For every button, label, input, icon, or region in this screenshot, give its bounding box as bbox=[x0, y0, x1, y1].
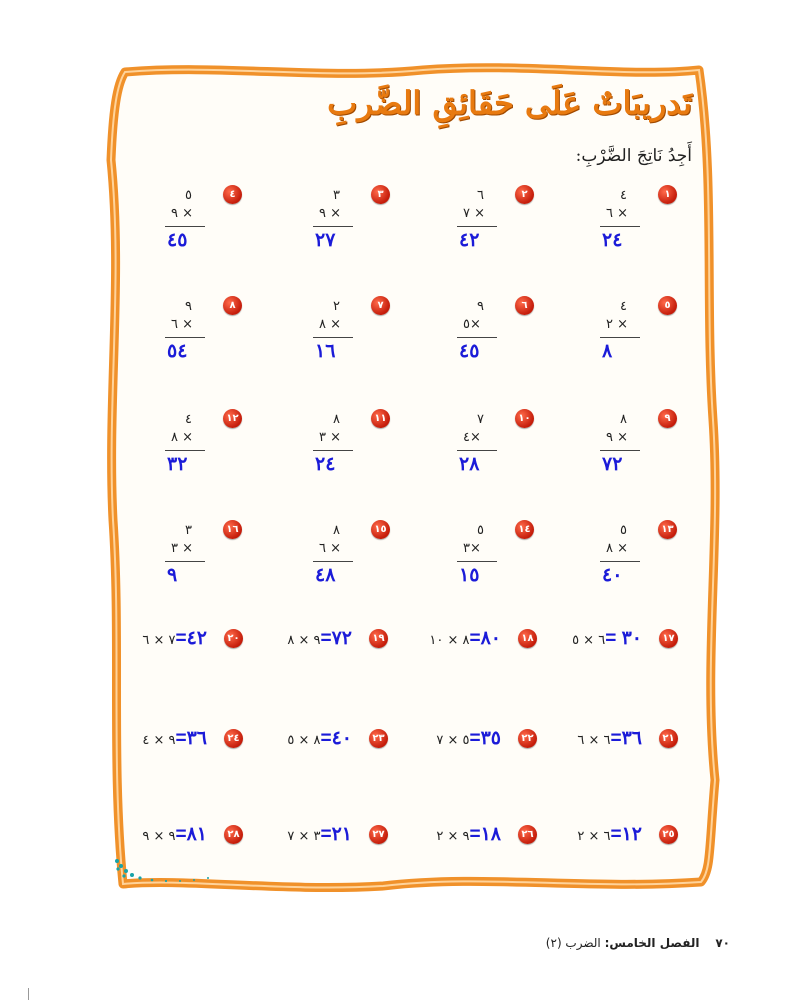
problem-number-badge: ٢٦ bbox=[518, 825, 537, 844]
equation bbox=[570, 627, 642, 650]
decorative-dots bbox=[112, 858, 222, 888]
problem-number-badge: ٢٥ bbox=[659, 825, 678, 844]
answer-rule bbox=[457, 226, 497, 227]
margin-mark bbox=[28, 988, 29, 1000]
vertical-problem bbox=[313, 185, 413, 265]
problem-number-badge: ٧ bbox=[371, 296, 390, 315]
expression: ٩ × ٢ bbox=[436, 829, 470, 844]
answer-rule bbox=[313, 450, 353, 451]
page-title: تَدريبَاتٌ عَلَى حَقَائِقِ الضَّربِ bbox=[327, 84, 692, 122]
answer: ٤٨ bbox=[315, 565, 336, 586]
answer-rule bbox=[165, 450, 205, 451]
page-number: ٧٠ bbox=[715, 936, 730, 950]
multiplicand: ٥ bbox=[620, 523, 627, 538]
equation bbox=[285, 823, 352, 846]
expression: ٩ × ٩ bbox=[142, 829, 176, 844]
multiplier: ٦ × bbox=[319, 541, 342, 556]
answer-rule bbox=[457, 561, 497, 562]
multiplier: ٣ × bbox=[319, 430, 342, 445]
problem-number-badge: ٢١ bbox=[659, 729, 678, 748]
problem-number-badge: ٦ bbox=[515, 296, 534, 315]
answer-rule bbox=[600, 226, 640, 227]
equation bbox=[140, 823, 207, 846]
answer-rule bbox=[313, 226, 353, 227]
multiplicand: ٣ bbox=[185, 523, 192, 538]
vertical-problem bbox=[165, 185, 265, 265]
vertical-problem bbox=[457, 520, 557, 600]
answer: ٤٠ bbox=[602, 565, 623, 586]
problem-number-badge: ٢٠ bbox=[224, 629, 243, 648]
page-footer bbox=[546, 936, 730, 950]
instruction-text: أَجِدُ نَاتِجَ الضَّرْبِ: bbox=[575, 146, 692, 166]
answer-rule bbox=[457, 450, 497, 451]
vertical-problem bbox=[313, 409, 413, 489]
answer: ٤٥ bbox=[167, 230, 188, 251]
answer: ٨٠= bbox=[469, 628, 501, 649]
answer: ٢٤ bbox=[315, 454, 336, 475]
multiplier: ٩ × bbox=[171, 206, 194, 221]
problem-number-badge: ٩ bbox=[658, 409, 677, 428]
answer: ٨١= bbox=[175, 824, 207, 845]
multiplicand: ٩ bbox=[185, 299, 192, 314]
answer: ٢٤ bbox=[602, 230, 623, 251]
vertical-problem bbox=[165, 520, 265, 600]
multiplier: ٦ × bbox=[606, 206, 629, 221]
answer: ٥٤ bbox=[167, 341, 188, 362]
multiplier: ٩ × bbox=[319, 206, 342, 221]
equation bbox=[140, 727, 207, 750]
problem-number-badge: ٢٨ bbox=[224, 825, 243, 844]
multiplier: ٨ × bbox=[606, 541, 629, 556]
horizontal-problem bbox=[103, 727, 243, 751]
multiplier: ٩ × bbox=[606, 430, 629, 445]
multiplicand: ٤ bbox=[185, 412, 192, 427]
answer: ٢٨ bbox=[459, 454, 480, 475]
horizontal-problem bbox=[538, 627, 678, 651]
multiplicand: ٧ bbox=[477, 412, 484, 427]
answer: ٣٠ = bbox=[605, 628, 642, 649]
vertical-problem bbox=[600, 296, 700, 376]
answer: ٣٢ bbox=[167, 454, 188, 475]
problem-number-badge: ١٨ bbox=[518, 629, 537, 648]
multiplicand: ٤ bbox=[620, 299, 627, 314]
vertical-problem bbox=[313, 520, 413, 600]
vertical-problem bbox=[165, 409, 265, 489]
multiplicand: ٨ bbox=[333, 523, 340, 538]
problem-number-badge: ٣ bbox=[371, 185, 390, 204]
multiplicand: ٥ bbox=[185, 188, 192, 203]
answer: ٣٦= bbox=[610, 728, 642, 749]
horizontal-problem bbox=[248, 823, 388, 847]
answer: ٤٢ bbox=[459, 230, 480, 251]
equation bbox=[285, 627, 352, 650]
vertical-problem bbox=[457, 185, 557, 265]
multiplier: ٧ × bbox=[463, 206, 486, 221]
problem-number-badge: ١٤ bbox=[515, 520, 534, 539]
problem-number-badge: ١٥ bbox=[371, 520, 390, 539]
equation bbox=[434, 823, 501, 846]
horizontal-problem bbox=[397, 823, 537, 847]
multiplier: ٨ × bbox=[319, 317, 342, 332]
chapter-label: الفصل الخامس: bbox=[604, 936, 700, 950]
multiplicand: ٣ bbox=[333, 188, 340, 203]
problem-number-badge: ١١ bbox=[371, 409, 390, 428]
answer: ٧٢= bbox=[320, 628, 352, 649]
problem-number-badge: ٢٧ bbox=[369, 825, 388, 844]
expression: ٣ × ٧ bbox=[287, 829, 321, 844]
answer: ٤٠= bbox=[320, 728, 352, 749]
multiplier: ٥× bbox=[463, 317, 481, 332]
answer-rule bbox=[600, 561, 640, 562]
horizontal-problem bbox=[397, 627, 537, 651]
vertical-problem bbox=[600, 185, 700, 265]
horizontal-problem bbox=[538, 727, 678, 751]
multiplicand: ٦ bbox=[477, 188, 484, 203]
multiplier: ٦ × bbox=[171, 317, 194, 332]
answer-rule bbox=[165, 337, 205, 338]
equation bbox=[427, 627, 501, 650]
answer: ٢٧ bbox=[315, 230, 336, 251]
multiplicand: ٨ bbox=[333, 412, 340, 427]
answer: ٧٢ bbox=[602, 454, 623, 475]
answer-rule bbox=[165, 226, 205, 227]
problem-number-badge: ١٢ bbox=[223, 409, 242, 428]
horizontal-problem bbox=[538, 823, 678, 847]
answer: ٢١= bbox=[320, 824, 352, 845]
horizontal-problem bbox=[397, 727, 537, 751]
equation bbox=[575, 727, 642, 750]
answer: ٩ bbox=[167, 565, 178, 586]
multiplicand: ٢ bbox=[333, 299, 340, 314]
expression: ٦ × ٢ bbox=[577, 829, 611, 844]
multiplicand: ٨ bbox=[620, 412, 627, 427]
answer-rule bbox=[600, 450, 640, 451]
multiplier: ٨ × bbox=[171, 430, 194, 445]
problem-number-badge: ٢٣ bbox=[369, 729, 388, 748]
vertical-problem bbox=[457, 296, 557, 376]
expression: ٩ × ٨ bbox=[287, 633, 321, 648]
multiplicand: ٩ bbox=[477, 299, 484, 314]
horizontal-problem bbox=[103, 823, 243, 847]
multiplier: ٣× bbox=[463, 541, 481, 556]
vertical-problem bbox=[313, 296, 413, 376]
expression: ٧ × ٦ bbox=[142, 633, 176, 648]
answer: ٨ bbox=[602, 341, 613, 362]
horizontal-problem bbox=[103, 627, 243, 651]
multiplier: ٤× bbox=[463, 430, 481, 445]
problem-number-badge: ٢ bbox=[515, 185, 534, 204]
answer-rule bbox=[600, 337, 640, 338]
answer: ٣٥= bbox=[469, 728, 501, 749]
answer: ٣٦= bbox=[175, 728, 207, 749]
answer: ١٢= bbox=[610, 824, 642, 845]
expression: ٨ × ٥ bbox=[287, 733, 321, 748]
answer-rule bbox=[313, 337, 353, 338]
equation bbox=[434, 727, 501, 750]
answer-rule bbox=[457, 337, 497, 338]
equation bbox=[140, 627, 207, 650]
horizontal-problem bbox=[248, 627, 388, 651]
answer-rule bbox=[313, 561, 353, 562]
expression: ٦ × ٥ bbox=[572, 633, 606, 648]
answer: ٤٢= bbox=[175, 628, 207, 649]
expression: ٨ × ١٠ bbox=[429, 633, 470, 648]
multiplicand: ٥ bbox=[477, 523, 484, 538]
vertical-problem bbox=[457, 409, 557, 489]
problem-number-badge: ٥ bbox=[658, 296, 677, 315]
multiplier: ٢ × bbox=[606, 317, 629, 332]
problem-number-badge: ١ bbox=[658, 185, 677, 204]
expression: ٩ × ٤ bbox=[142, 733, 176, 748]
answer: ١٥ bbox=[459, 565, 480, 586]
vertical-problem bbox=[600, 409, 700, 489]
vertical-problem bbox=[165, 296, 265, 376]
answer: ١٨= bbox=[469, 824, 501, 845]
multiplier: ٣ × bbox=[171, 541, 194, 556]
problem-number-badge: ١٠ bbox=[515, 409, 534, 428]
vertical-problem bbox=[600, 520, 700, 600]
problem-number-badge: ٨ bbox=[223, 296, 242, 315]
problem-number-badge: ٢٢ bbox=[518, 729, 537, 748]
expression: ٥ × ٧ bbox=[436, 733, 470, 748]
equation bbox=[575, 823, 642, 846]
problem-number-badge: ١٣ bbox=[658, 520, 677, 539]
problem-number-badge: ١٩ bbox=[369, 629, 388, 648]
expression: ٦ × ٦ bbox=[577, 733, 611, 748]
problem-number-badge: ٢٤ bbox=[224, 729, 243, 748]
problem-number-badge: ١٧ bbox=[659, 629, 678, 648]
problem-number-badge: ١٦ bbox=[223, 520, 242, 539]
answer: ٤٥ bbox=[459, 341, 480, 362]
multiplicand: ٤ bbox=[620, 188, 627, 203]
equation bbox=[285, 727, 352, 750]
horizontal-problem bbox=[248, 727, 388, 751]
problem-number-badge: ٤ bbox=[223, 185, 242, 204]
topic-label: الضرب (٢) bbox=[545, 936, 601, 950]
answer-rule bbox=[165, 561, 205, 562]
answer: ١٦ bbox=[315, 341, 336, 362]
